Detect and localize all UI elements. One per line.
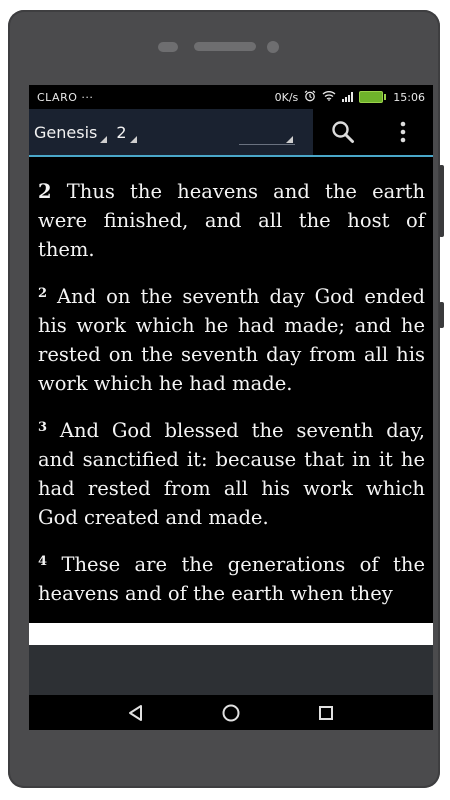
recents-icon xyxy=(317,704,335,722)
chapter-selector[interactable] xyxy=(111,109,140,155)
chapter-label: 2 xyxy=(116,122,127,142)
notification-dots: ··· xyxy=(81,90,94,104)
verse-number: 2 xyxy=(38,180,52,203)
verse-text: And on the seventh day God ended his work which he had made; and he rested on the seventh day from all his work which he had made. xyxy=(38,285,425,395)
search-button[interactable] xyxy=(313,109,373,155)
verse-text: And God blessed the seventh day, and sanctified it: because that in it he had rested from all his work which God created and made. xyxy=(38,419,425,529)
verse xyxy=(38,416,425,532)
alarm-icon xyxy=(304,90,316,105)
book-label: Genesis xyxy=(34,122,98,142)
verse-number: 2 xyxy=(38,286,48,301)
net-speed: 0K/s xyxy=(274,90,299,104)
carrier-name: CLARO xyxy=(37,90,78,104)
verse xyxy=(38,282,425,398)
screen xyxy=(29,85,433,730)
navigation-bar xyxy=(29,695,433,730)
search-icon xyxy=(330,119,356,145)
verse-number: 4 xyxy=(38,554,48,569)
recents-button[interactable] xyxy=(306,698,346,728)
back-icon xyxy=(127,704,145,722)
front-camera xyxy=(267,41,279,53)
volume-button xyxy=(439,165,444,237)
verse-text: Thus the heavens and the earth were finished, and all the host of them. xyxy=(38,180,425,261)
divider-bar xyxy=(29,623,433,645)
toolbar-actions xyxy=(313,109,433,155)
verse xyxy=(38,550,425,608)
clock: 15:06 xyxy=(393,90,425,104)
bible-passage[interactable] xyxy=(29,159,433,623)
verse xyxy=(38,177,425,264)
home-button[interactable] xyxy=(211,698,251,728)
power-button xyxy=(439,302,444,328)
verse-number: 3 xyxy=(38,420,48,435)
status-bar xyxy=(29,85,433,109)
signal-icon xyxy=(342,92,353,102)
overflow-menu-button[interactable] xyxy=(373,109,433,155)
app-toolbar xyxy=(29,109,433,157)
book-selector[interactable] xyxy=(29,109,111,155)
overflow-menu-icon xyxy=(399,120,407,144)
sensor-dot xyxy=(158,42,178,52)
bottom-panel xyxy=(29,645,433,695)
earpiece-speaker xyxy=(194,42,256,51)
phone-frame xyxy=(8,10,440,788)
battery-icon xyxy=(359,91,383,103)
verse-selector[interactable] xyxy=(239,109,299,155)
home-icon xyxy=(221,703,241,723)
back-button[interactable] xyxy=(116,698,156,728)
wifi-icon xyxy=(322,90,336,104)
verse-text: These are the generations of the heavens and of the earth when they xyxy=(38,553,425,605)
